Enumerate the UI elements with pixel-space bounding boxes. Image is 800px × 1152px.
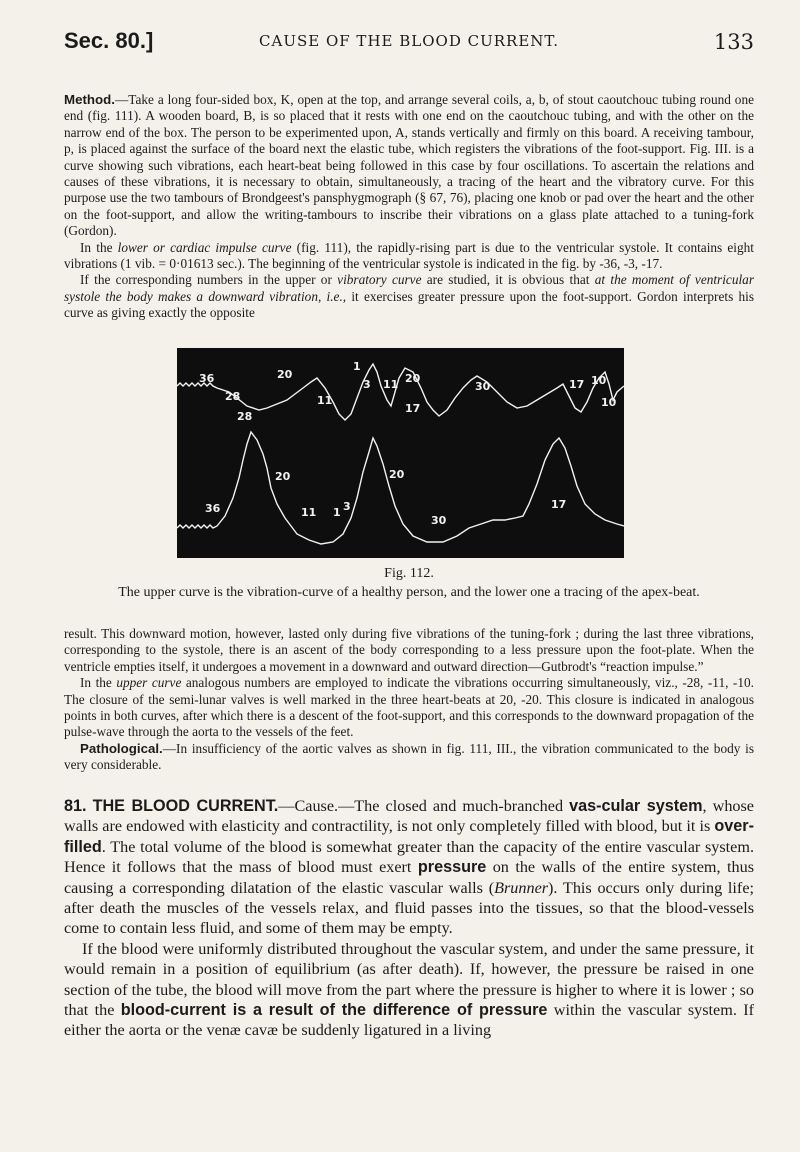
upper-label-36: 36 bbox=[199, 372, 215, 385]
method-text: —Take a long four-sided box, K, open at the top, and arrange several coils, a, b, of stout caoutchouc tubing round one end (fig. 111). A wooden board, B, is so placed that it rests with one end on the caoutchouc tubing, and with the other on the narrow end of the box. The person to be experimented upon, A, stands vertically and firmly on this board. A receiving tambour, p, is placed against the surface of the board next the elastic tube, which registers the vibrations of the foot-support. Fig. III. is a curve showing such vibrations, each heart-beat being followed in this case by four oscillations. To ascertain the relations and causes of these vibrations, it is necessary to obtain, simultaneously, a tracing of the heart and the vibratory curve. For this purpose use the two tambours of Brondgeest's pansphygmograph (§ 67, 76), placing one knob or pad over the heart and the other on the foot-support, and allow the writing-tambours to inscribe their vibrations on a glass plate attached to a tuning-fork (Gordon). bbox=[64, 92, 754, 239]
running-title: CAUSE OF THE BLOOD CURRENT. bbox=[259, 32, 559, 50]
downward-vibration-phrase: at the moment of ventricular systole the body makes a downward vibration, i.e., bbox=[64, 272, 754, 304]
upper-label-30: 30 bbox=[475, 380, 491, 393]
upper-label-17: 17 bbox=[569, 378, 585, 391]
figure-label: Fig. 112. bbox=[384, 566, 434, 581]
upper-label-10: 10 bbox=[591, 374, 607, 387]
upper-curve-term: upper curve bbox=[116, 675, 182, 691]
lower-label-11: 11 bbox=[301, 506, 317, 519]
figure-description: The upper curve is the vibration-curve of a healthy person, and the lower one a tracing of the apex-beat. bbox=[118, 585, 700, 600]
pathological-paragraph: Pathological.—In insufficiency of the aortic valves as shown in fig. 111, III., the vibration communicated to the body is very considerable. bbox=[64, 740, 754, 773]
upper-label-17-low: 17 bbox=[405, 402, 421, 415]
section-title: THE BLOOD CURRENT. bbox=[92, 797, 279, 815]
upper-label-1: 1 bbox=[353, 360, 361, 373]
result-paragraph: result. This downward motion, however, lasted only during five vibrations of the tuning-fork ; during the last three vibrations, corresponding to the systole, there is an ascent of the body corresponding to a less pressure upon the foot-plate. When the ventricle empties itself, it undergoes a movement in a downward and outward direction—Gutbrodt's “reaction impulse.” bbox=[64, 626, 754, 674]
section-81-intro: 81. THE BLOOD CURRENT.—Cause.—The closed and much-branched vas-cular system, whose walls are endowed with elasticity and contractility, is not only completely filled with blood, but it is over-filled. The total volume of the blood is somewhat greater than the capacity of the entire vascular system. Hence it follows that the mass of blood must exert pressure on the walls of the entire system, thus causing a corresponding dilatation of the elastic vascular walls (Brunner). This occurs only during life; after death the muscles of the vessels relax, and fluid passes into the tissues, so that the blood-vessels come to contain less fluid, and some of them may be empty. bbox=[64, 797, 754, 938]
lower-label-1: 1 bbox=[333, 506, 341, 519]
running-header bbox=[64, 28, 754, 68]
upper-label-11-low: 11 bbox=[317, 394, 333, 407]
section-81-equilibrium: If the blood were uniformly distributed throughout the vascular system, and under the same pressure, it would remain in a position of equilibrium (as after death). If, however, the pressure be raised in one section of the tube, the blood will move from the part where the pressure is higher to where it is lower ; so that the blood-current is a result of the difference of pressure within the vascular system. If either the aorta or the venæ cavæ be suddenly ligatured in a living bbox=[64, 939, 754, 1040]
section-reference: Sec. 80.] bbox=[64, 28, 154, 53]
lower-label-20-b: 20 bbox=[389, 468, 405, 481]
method-lead: Method. bbox=[64, 92, 115, 107]
upper-label-3: 3 bbox=[363, 378, 371, 391]
figure-caption bbox=[64, 566, 754, 601]
upper-label-10-low: 10 bbox=[601, 396, 617, 409]
method-block bbox=[64, 92, 754, 322]
upper-label-20: 20 bbox=[277, 368, 293, 381]
lower-curve-paragraph: In the lower or cardiac impulse curve (fig. 111), the rapidly-rising part is due to the ventricular systole. It contains eight vibrations (1 vib. = 0·01613 sec.). The beginning of the ventricular systole is indicated in the fig. by -36, -3, -17. bbox=[64, 239, 754, 272]
upper-label-28: 28 bbox=[225, 390, 241, 403]
lower-label-17: 17 bbox=[551, 498, 567, 511]
tracing-image bbox=[177, 348, 624, 558]
lower-label-20: 20 bbox=[275, 470, 291, 483]
lower-label-3: 3 bbox=[343, 500, 351, 513]
pathological-lead: Pathological. bbox=[80, 740, 163, 756]
section-81 bbox=[64, 796, 754, 1041]
upper-label-20-b: 20 bbox=[405, 372, 421, 385]
lower-label-36: 36 bbox=[205, 502, 221, 515]
blood-current-statement: blood-current is a result of the difference of pressure bbox=[120, 1001, 548, 1020]
method-paragraph bbox=[64, 92, 754, 240]
lower-label-30: 30 bbox=[431, 514, 447, 527]
vibratory-curve-paragraph: If the corresponding numbers in the upper or vibratory curve are studied, it is obvious that at the moment of ventricular systole the body makes a downward vibration, i.e., it exercises greater pressure upon the foot-support. Gordon interprets his curve as giving exactly the opposite bbox=[64, 272, 754, 321]
upper-curve-paragraph: In the upper curve analogous numbers are employed to indicate the vibrations occurring simultaneously, viz., -28, -11, -10. The closure of the semi-lunar valves is well marked in the three heart-beats at 20, -20. This closure is indicated in analogous points in both curves, after which there is a descent of the foot-support, and this corresponds to the downward propagation of the pulse-wave through the aorta to the vessels of the feet. bbox=[64, 675, 754, 740]
result-block bbox=[64, 626, 754, 774]
lower-curve-term: lower or cardiac impulse curve bbox=[117, 239, 292, 255]
vibratory-curve-term: vibratory curve bbox=[337, 272, 422, 288]
section-number: 81. bbox=[64, 797, 87, 815]
figure-112-tracing bbox=[177, 348, 624, 558]
page-number: 133 bbox=[713, 30, 754, 54]
upper-label-11: 11 bbox=[383, 378, 399, 391]
upper-label-28-low: 28 bbox=[237, 410, 253, 423]
